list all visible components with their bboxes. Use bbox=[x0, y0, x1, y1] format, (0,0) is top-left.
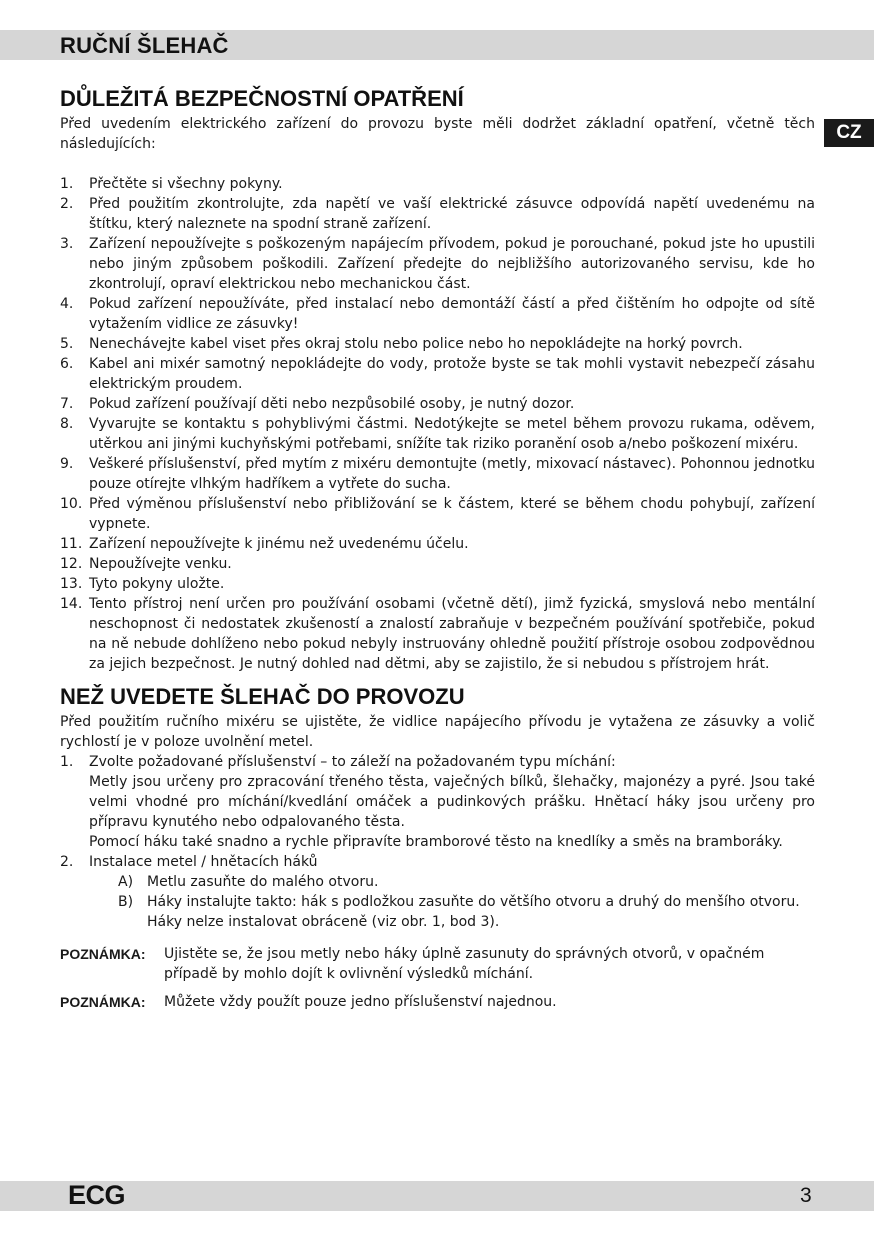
list-item: 1. Přečtěte si všechny pokyny. bbox=[60, 176, 283, 192]
safety-heading: DŮLEŽITÁ BEZPEČNOSTNÍ OPATŘENÍ bbox=[60, 86, 464, 111]
list-item: 14. Tento přístroj není určen pro používání osobami (včetně dětí), jimž fyzická, smyslová nebo mentální neschopnost či nedostatek zkušeností a znalostí zabraňuje v bezpečném používání spotřebiče, pokud na ně nebude dohlíženo nebo pokud nebyly instruovány ohledně použití přístroje osobou zodpovědnou za jejich bezpečnost. Je nutný dohled nad dětmi, aby se zajistilo, že si nebudou s přístrojem hrát. bbox=[60, 596, 815, 672]
list-item: 4. Pokud zařízení nepoužíváte, před instalací nebo demontáží částí a před čištěním ho odpojte od sítě vytažením vidlice ze zásuvky! bbox=[60, 296, 815, 332]
header-bar bbox=[0, 30, 874, 60]
step-2-substeps bbox=[118, 872, 815, 932]
list-item: 10. Před výměnou příslušenství nebo přibližování se k částem, které se během chodu pohybují, zařízení vypnete. bbox=[60, 496, 815, 532]
note-text: Ujistěte se, že jsou metly nebo háky úplně zasunuty do správných otvorů, v opačném případě by mohlo dojít k ovlivnění výsledků míchání. bbox=[164, 946, 765, 982]
step-1-para: Pomocí háku také snadno a rychle připravíte bramborové těsto na knedlíky a směs na bramboráky. bbox=[89, 834, 783, 850]
list-item: 11. Zařízení nepoužívejte k jinému než uvedenému účelu. bbox=[60, 536, 469, 552]
list-item: 3. Zařízení nepoužívejte s poškozeným napájecím přívodem, pokud je porouchané, pokud jste ho upustili nebo jiným způsobem poškodili. Zařízení předejte do nejbližšího autorizovaného servisu, kde ho zkontrolují, opraví elektrickou nebo mechanickou část. bbox=[60, 236, 815, 292]
language-badge: CZ bbox=[824, 119, 874, 147]
setup-steps bbox=[60, 752, 815, 872]
substep-a: A) Metlu zasuňte do malého otvoru. bbox=[118, 874, 379, 890]
safety-intro: Před uvedením elektrického zařízení do provozu byste měli dodržet základní opatření, včetně těch následujících: bbox=[60, 116, 815, 152]
note-label: POZNÁMKA: bbox=[60, 994, 146, 1010]
note-text: Můžete vždy použít pouze jedno příslušenství najednou. bbox=[164, 994, 557, 1010]
ecg-logo: ECG bbox=[68, 1180, 126, 1210]
list-item: 8. Vyvarujte se kontaktu s pohyblivými částmi. Nedotýkejte se metel během provozu rukama, oděvem, utěrkou ani jinými kuchyňskými potřebami, snížíte tak riziko poranění osob a/nebo poškození mixéru. bbox=[60, 416, 815, 452]
note-label: POZNÁMKA: bbox=[60, 946, 146, 962]
main-content bbox=[60, 84, 815, 1012]
list-item: 6. Kabel ani mixér samotný nepokládejte do vody, protože byste se tak mohli vystavit nebezpečí zásahu elektrickým proudem. bbox=[60, 356, 815, 392]
note-2 bbox=[60, 992, 815, 1012]
step-1: 1. Zvolte požadované příslušenství – to záleží na požadovaném typu míchání: Metly jsou určeny pro zpracování třeného těsta, vaječných bílků, šlehačky, majonézy a pyré. Jsou také velmi vhodné pro míchání/kvedlání omáček a pudinkových prášku. Hnětací háky jsou určeny pro přípravu kynutého nebo odpalovaného těsta. Pomocí háku také snadno a rychle připravíte bramborové těsto na knedlíky a směs na bramboráky. bbox=[60, 754, 815, 850]
page-number: 3 bbox=[800, 1184, 812, 1207]
list-item: 5. Nenechávejte kabel viset přes okraj stolu nebo police nebo ho nepokládejte na horký povrch. bbox=[60, 336, 743, 352]
setup-heading: NEŽ UVEDETE ŠLEHAČ DO PROVOZU bbox=[60, 684, 465, 709]
substep-b: B) Háky instalujte takto: hák s podložkou zasuňte do většího otvoru a druhý do menšího otvoru. Háky nelze instalovat obráceně (viz obr. 1, bod 3). bbox=[118, 894, 800, 930]
list-item: 2. Před použitím zkontrolujte, zda napětí ve vaší elektrické zásuvce odpovídá napětí uvedenému na štítku, který naleznete na spodní straně zařízení. bbox=[60, 196, 815, 232]
list-item: 9. Veškeré příslušenství, před mytím z mixéru demontujte (metly, mixovací nástavec). Pohonnou jednotku pouze otírejte vlhkým hadříkem a vytřete do sucha. bbox=[60, 456, 815, 492]
step-1-title: Zvolte požadované příslušenství – to záleží na požadovaném typu míchání: bbox=[89, 754, 616, 770]
list-item: 7. Pokud zařízení používají děti nebo nezpůsobilé osoby, je nutný dozor. bbox=[60, 396, 575, 412]
step-1-para: Metly jsou určeny pro zpracování třeného těsta, vaječných bílků, šlehačky, majonézy a pyré. Jsou také velmi vhodné pro míchání/kvedlání omáček a pudinkových prášku. Hnětací háky jsou určeny pro přípravu kynutého nebo odpalovaného těsta. bbox=[89, 774, 815, 830]
step-2-title: Instalace metel / hnětacích háků bbox=[89, 854, 318, 870]
setup-intro: Před použitím ručního mixéru se ujistěte, že vidlice napájecího přívodu je vytažena ze zásuvky a volič rychlostí je v poloze uvolnění metel. bbox=[60, 714, 815, 750]
list-item: 12. Nepoužívejte venku. bbox=[60, 556, 232, 572]
list-item: 13. Tyto pokyny uložte. bbox=[60, 576, 225, 592]
note-1 bbox=[60, 944, 815, 984]
step-2: 2. Instalace metel / hnětacích háků bbox=[60, 852, 815, 872]
footer-bar bbox=[0, 1181, 874, 1211]
safety-list bbox=[60, 174, 815, 674]
page-title: RUČNÍ ŠLEHAČ bbox=[60, 33, 229, 58]
